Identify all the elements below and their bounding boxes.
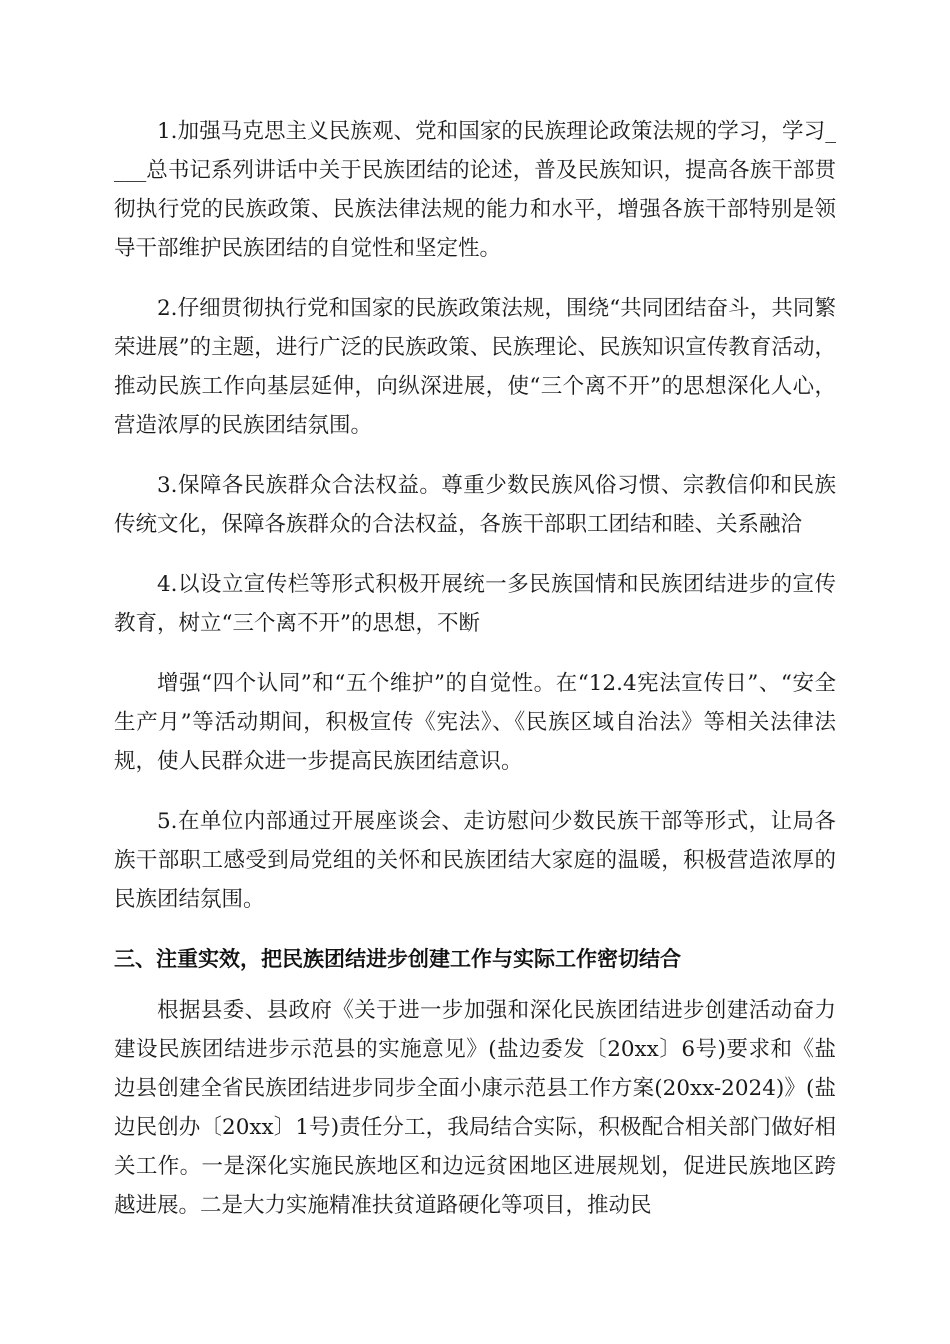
paragraph-item-3: 3.保障各民族群众合法权益。尊重少数民族风俗习惯、宗教信仰和民族传统文化，保障各族群众的合法权益，各族干部职工团结和睦、关系融洽 bbox=[114, 473, 836, 537]
paragraph-item-5: 5.在单位内部通过开展座谈会、走访慰问少数民族干部等形式，让局各族干部职工感受到局党组的关怀和民族团结大家庭的温暖，积极营造浓厚的民族团结氛围。 bbox=[114, 809, 836, 912]
section-paragraph: 根据县委、县政府《关于进一步加强和深化民族团结进步创建活动奋力建设民族团结进步示范县的实施意见》(盐边委发〔20xx〕6号)要求和《盐边县创建全省民族团结进步同步全面小康示范县工作方案(20xx-2024)》(盐边民创办〔20xx〕1号)责任分工，我局结合实际，积极配合相关部门做好相关工作。一是深化实施民族地区和边远贫困地区进展规划，促进民族地区跨越进展。二是大力实施精准扶贫道路硬化等项目，推动民 bbox=[114, 998, 836, 1218]
paragraph-item-4: 4.以设立宣传栏等形式积极开展统一多民族国情和民族团结进步的宣传教育，树立“三个离不开”的思想，不断 bbox=[114, 572, 836, 636]
paragraph-item-4-continued: 增强“四个认同”和“五个维护”的自觉性。在“12.4宪法宣传日”、“安全生产月”等活动期间，积极宣传《宪法》、《民族区域自治法》等相关法律法规，使人民群众进一步提高民族团结意识。 bbox=[114, 671, 836, 774]
section-heading: 三、注重实效，把民族团结进步创建工作与实际工作密切结合 bbox=[114, 947, 681, 971]
paragraph-item-1: 1.加强马克思主义民族观、党和国家的民族理论政策法规的学习，学习____总书记系列讲话中关于民族团结的论述，普及民族知识，提高各族干部贯彻执行党的民族政策、民族法律法规的能力和水平，增强各族干部特别是领导干部维护民族团结的自觉性和坚定性。 bbox=[114, 119, 836, 261]
document-body bbox=[114, 112, 836, 1246]
paragraph-item-2: 2.仔细贯彻执行党和国家的民族政策法规，围绕“共同团结奋斗，共同繁荣进展”的主题，进行广泛的民族政策、民族理论、民族知识宣传教育活动，推动民族工作向基层延伸，向纵深进展，使“三个离不开”的思想深化人心，营造浓厚的民族团结氛围。 bbox=[114, 296, 836, 438]
